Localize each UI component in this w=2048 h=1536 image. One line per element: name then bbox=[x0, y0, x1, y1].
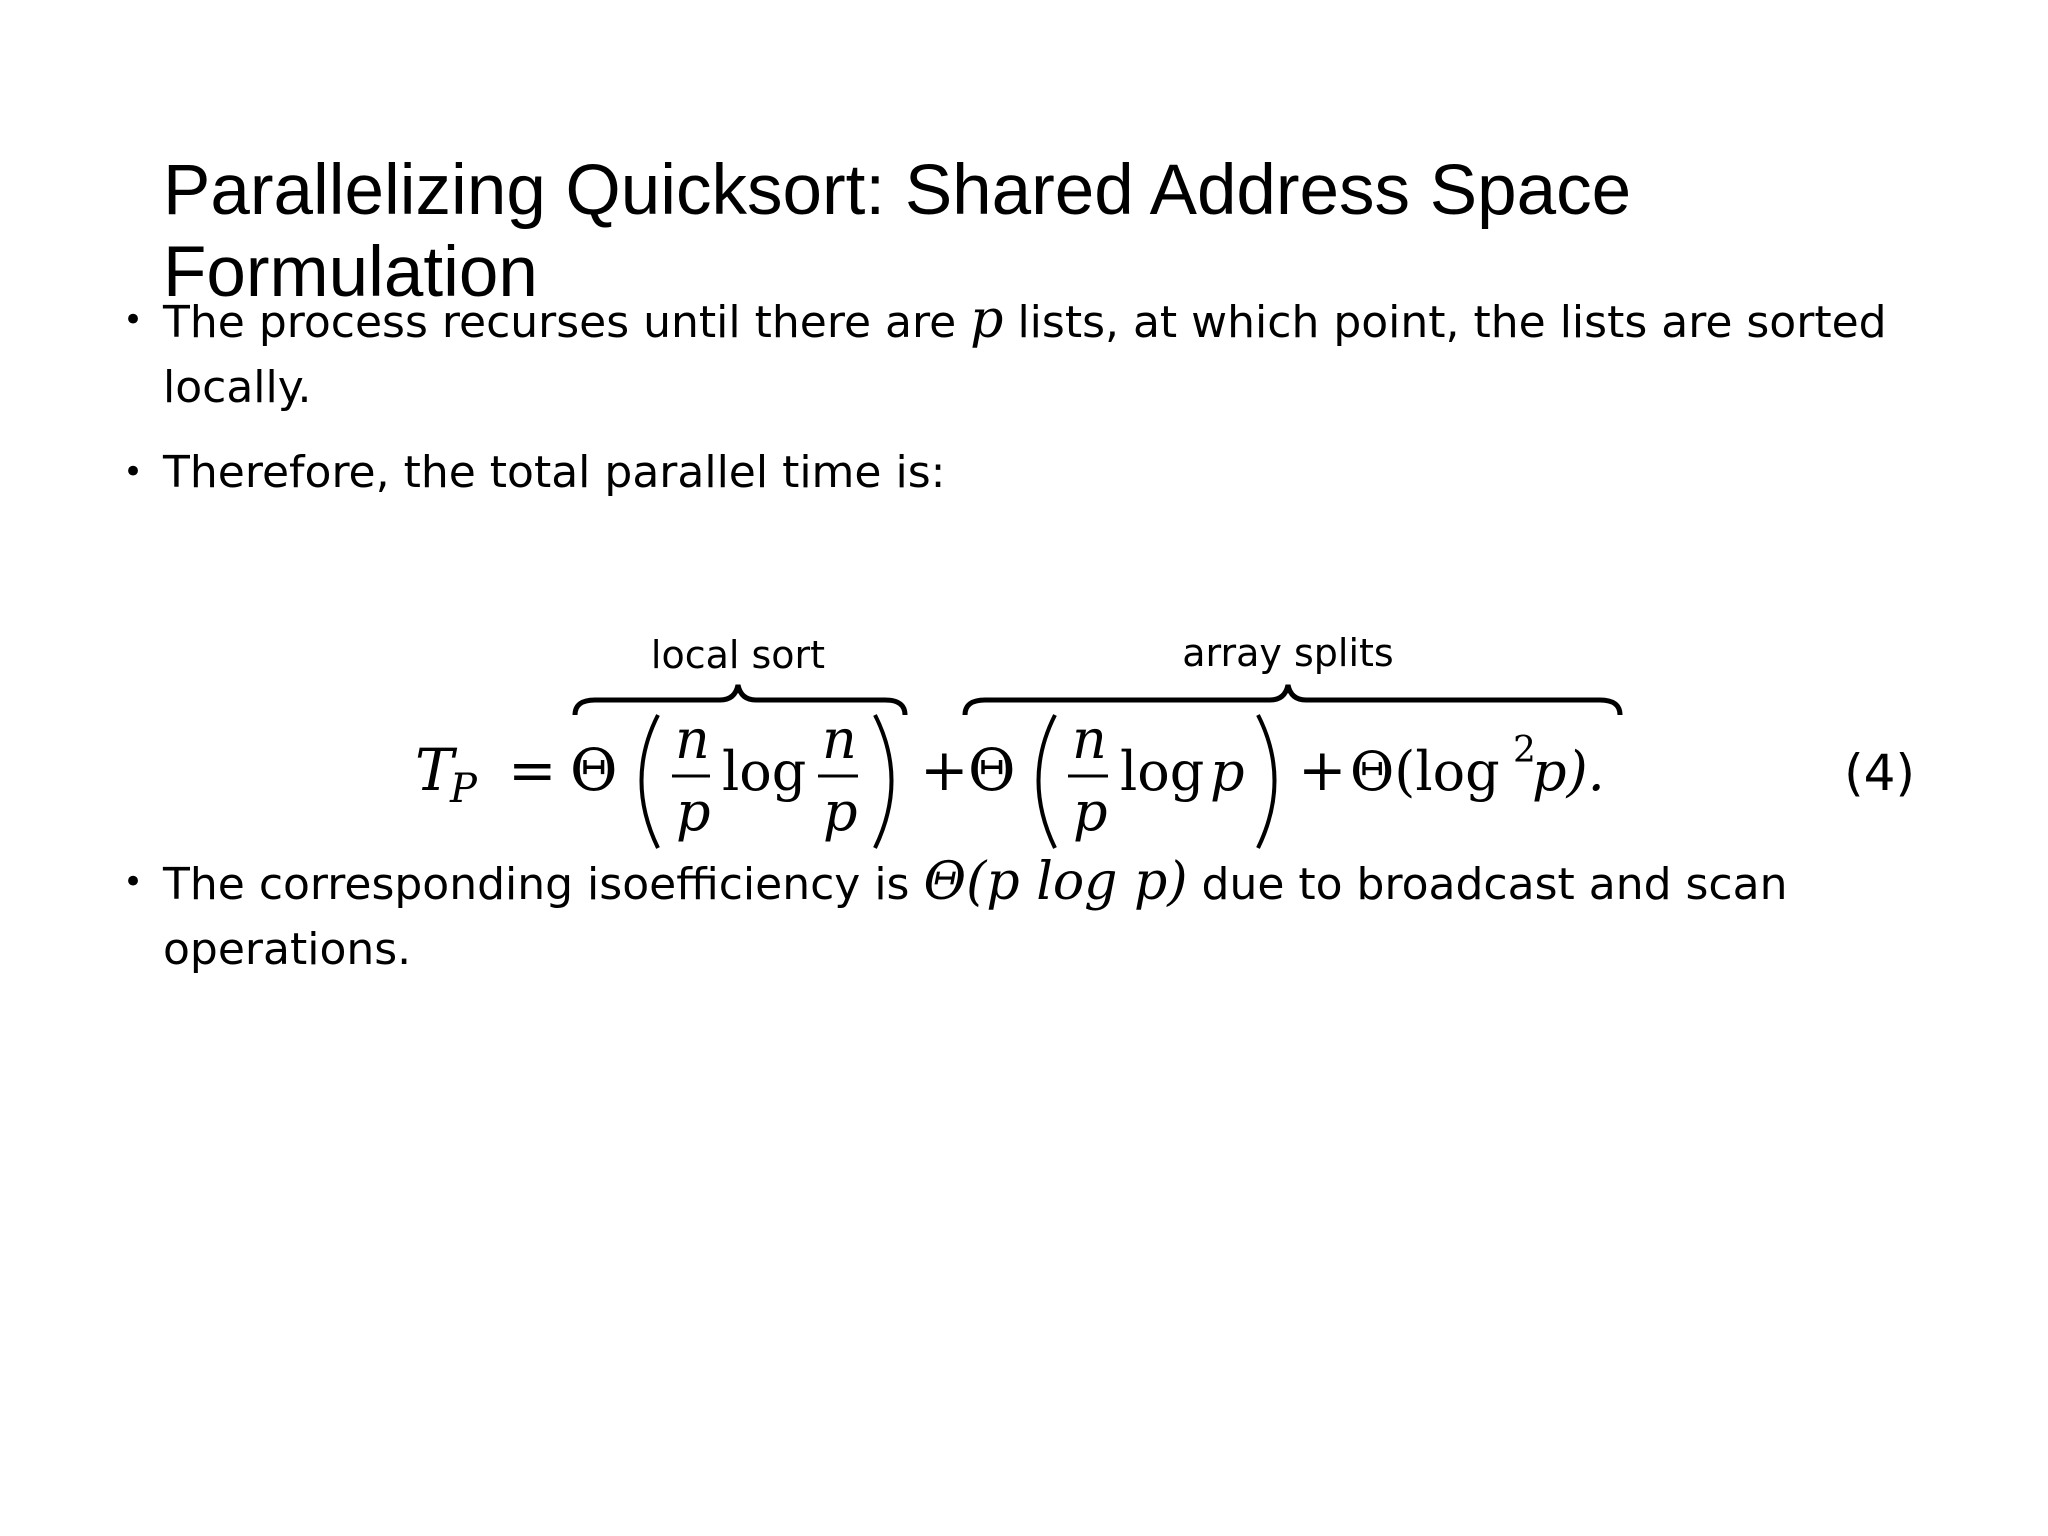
bullet-dot-icon: • bbox=[123, 452, 144, 492]
eq-last-term-end: p). bbox=[1532, 740, 1605, 803]
frac-2-den: p bbox=[823, 780, 858, 843]
eq-lhs: T bbox=[415, 736, 454, 804]
bullet-dot-icon: • bbox=[123, 300, 144, 340]
paren-right-2 bbox=[1258, 715, 1275, 848]
equation bbox=[410, 630, 1930, 870]
eq-plus-1: + bbox=[920, 736, 969, 804]
frac-3-den: p bbox=[1073, 780, 1108, 843]
bullet-item bbox=[123, 440, 1933, 505]
eq-superscript: 2 bbox=[1513, 730, 1536, 771]
overbrace-array-splits bbox=[965, 685, 1620, 715]
brace-label-local-sort: local sort bbox=[650, 633, 826, 677]
bullet-text-after: lists, at which point, the lists are sorted locally. bbox=[163, 297, 1887, 413]
paren-right-1 bbox=[875, 715, 892, 848]
log-2-arg: p bbox=[1210, 740, 1245, 803]
brace-label-array-splits: array splits bbox=[1182, 631, 1394, 675]
bullet-dot-icon: • bbox=[123, 862, 144, 902]
bullet-text-before: The corresponding isoefficiency is bbox=[163, 859, 924, 910]
frac-1-den: p bbox=[676, 780, 711, 843]
bullet-item bbox=[123, 288, 1933, 420]
eq-last-term: Θ(log bbox=[1350, 740, 1500, 803]
bullet-list bbox=[123, 288, 1933, 525]
paren-left-1 bbox=[642, 715, 659, 848]
eq-theta-1: Θ bbox=[570, 736, 618, 804]
equation-svg bbox=[410, 630, 1930, 870]
bullet-text: Therefore, the total parallel time is: bbox=[163, 447, 946, 498]
frac-3-num: n bbox=[1072, 708, 1107, 771]
math-variable: p bbox=[970, 290, 1004, 350]
bullet-text-before: The process recurses until there are bbox=[163, 297, 971, 348]
paren-left-2 bbox=[1039, 715, 1056, 848]
eq-lhs-sub: P bbox=[450, 766, 477, 812]
slide-title: Parallelizing Quicksort: Shared Address Space Formulation bbox=[163, 151, 1632, 312]
eq-equals: = bbox=[508, 736, 557, 804]
log-1: log bbox=[722, 740, 807, 803]
equation-number: (4) bbox=[1844, 744, 1915, 802]
frac-2-num: n bbox=[822, 708, 857, 771]
math-expression: Θ(p log p) bbox=[923, 852, 1188, 912]
eq-plus-2: + bbox=[1298, 736, 1347, 804]
bullet-text-after: due to broadcast and scan operations. bbox=[163, 859, 1788, 975]
frac-1-num: n bbox=[675, 708, 710, 771]
log-2: log bbox=[1120, 740, 1205, 803]
eq-theta-2: Θ bbox=[968, 736, 1016, 804]
bullet-item-isoefficiency bbox=[123, 850, 1933, 982]
